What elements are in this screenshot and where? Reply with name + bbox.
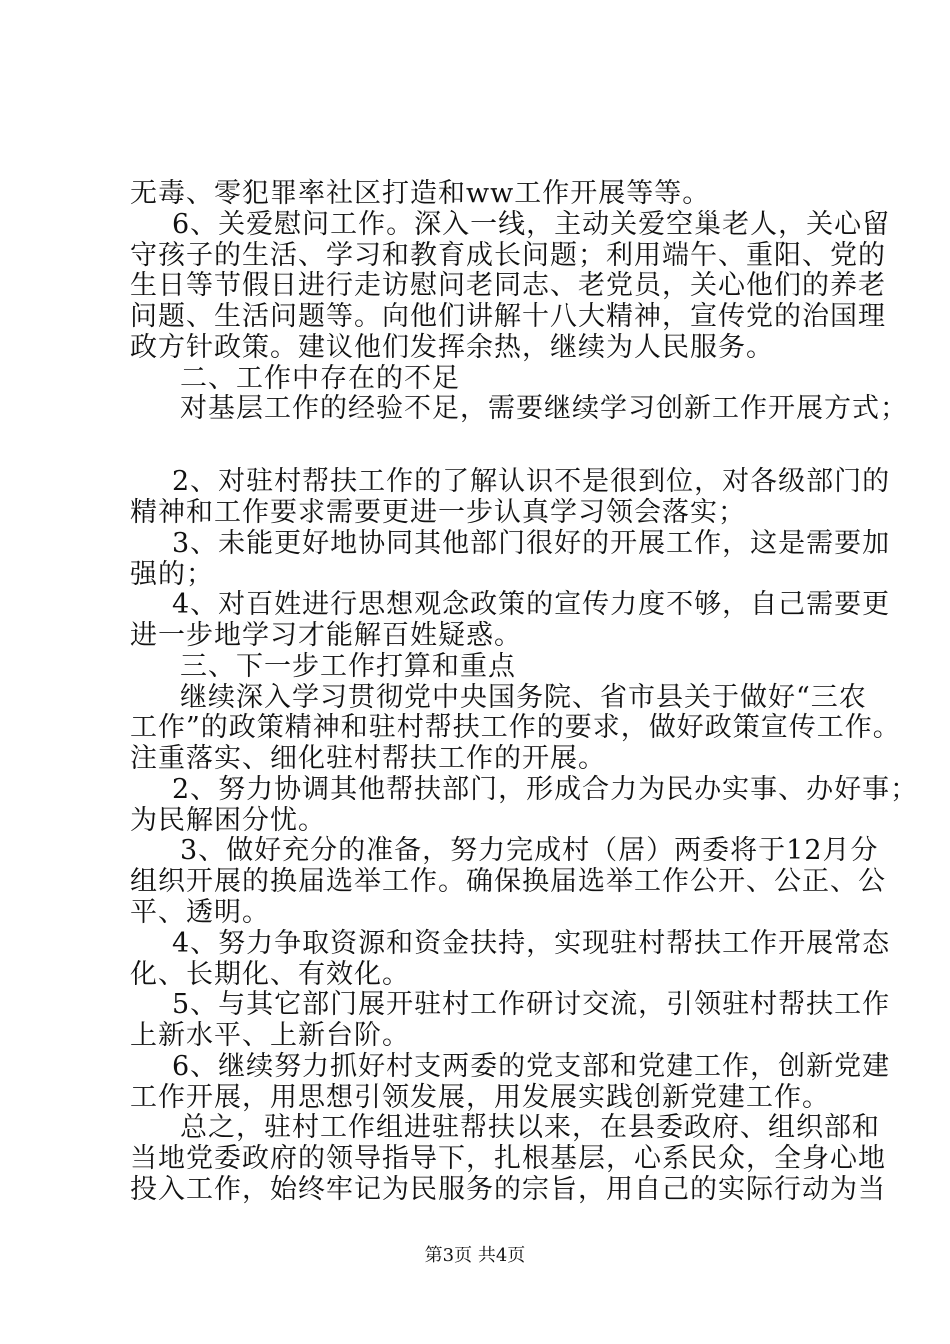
section-heading: 三、下一步工作打算和重点 — [180, 651, 516, 682]
text-line: 无毒、零犯罪率社区打造和ww工作开展等等。 — [130, 178, 711, 209]
text-line: 强的； — [130, 559, 214, 590]
text-line: 上新水平、上新台阶。 — [130, 1020, 410, 1051]
text-line: 组织开展的换届选举工作。确保换届选举工作公开、公正、公 — [130, 866, 886, 897]
text-line: 政方针政策。建议他们发挥余热，继续为人民服务。 — [130, 332, 774, 363]
text-line: 5、与其它部门展开驻村工作研讨交流，引领驻村帮扶工作 — [172, 989, 891, 1020]
text-line: 对基层工作的经验不足，需要继续学习创新工作开展方式； — [180, 393, 908, 424]
text-line: 6、关爱慰问工作。深入一线，主动关爱空巢老人，关心留 — [172, 209, 891, 240]
page-number-footer: 第3页 共4页 — [424, 1245, 526, 1266]
text-line: 问题、生活问题等。向他们讲解十八大精神，宣传党的治国理 — [130, 301, 886, 332]
text-line: 3、做好充分的准备，努力完成村（居）两委将于12月分 — [180, 835, 879, 866]
text-line: 注重落实、细化驻村帮扶工作的开展。 — [130, 743, 606, 774]
text-line: 化、长期化、有效化。 — [130, 959, 410, 990]
text-line: 平、透明。 — [130, 897, 270, 928]
text-line: 生日等节假日进行走访慰问老同志、老党员，关心他们的养老 — [130, 270, 886, 301]
text-line: 守孩子的生活、学习和教育成长问题；利用端午、重阳、党的 — [130, 240, 886, 271]
text-line: 2、努力协调其他帮扶部门，形成合力为民办实事、办好事； — [172, 774, 919, 805]
text-line: 3、未能更好地协同其他部门很好的开展工作，这是需要加 — [172, 528, 891, 559]
text-line: 投入工作，始终牢记为民服务的宗旨，用自己的实际行动为当 — [130, 1174, 886, 1205]
text-line: 当地党委政府的领导指导下，扎根基层，心系民众，全身心地 — [130, 1143, 886, 1174]
section-heading: 二、工作中存在的不足 — [180, 363, 460, 394]
text-line: 4、努力争取资源和资金扶持，实现驻村帮扶工作开展常态 — [172, 928, 891, 959]
text-line: 为民解困分忧。 — [130, 805, 326, 836]
text-line: 进一步地学习才能解百姓疑惑。 — [130, 620, 522, 651]
text-line: 继续深入学习贯彻党中央国务院、省市县关于做好“三农 — [180, 682, 867, 713]
text-line: 2、对驻村帮扶工作的了解认识不是很到位，对各级部门的 — [172, 466, 891, 497]
text-line: 工作”的政策精神和驻村帮扶工作的要求，做好政策宣传工作。 — [130, 712, 901, 743]
text-line: 4、对百姓进行思想观念政策的宣传力度不够，自己需要更 — [172, 589, 891, 620]
text-line: 6、继续努力抓好村支两委的党支部和党建工作，创新党建 — [172, 1051, 891, 1082]
text-line: 总之，驻村工作组进驻帮扶以来，在县委政府、组织部和 — [180, 1112, 880, 1143]
text-line: 精神和工作要求需要更进一步认真学习领会落实； — [130, 497, 746, 528]
text-line: 工作开展，用思想引领发展，用发展实践创新党建工作。 — [130, 1082, 830, 1113]
